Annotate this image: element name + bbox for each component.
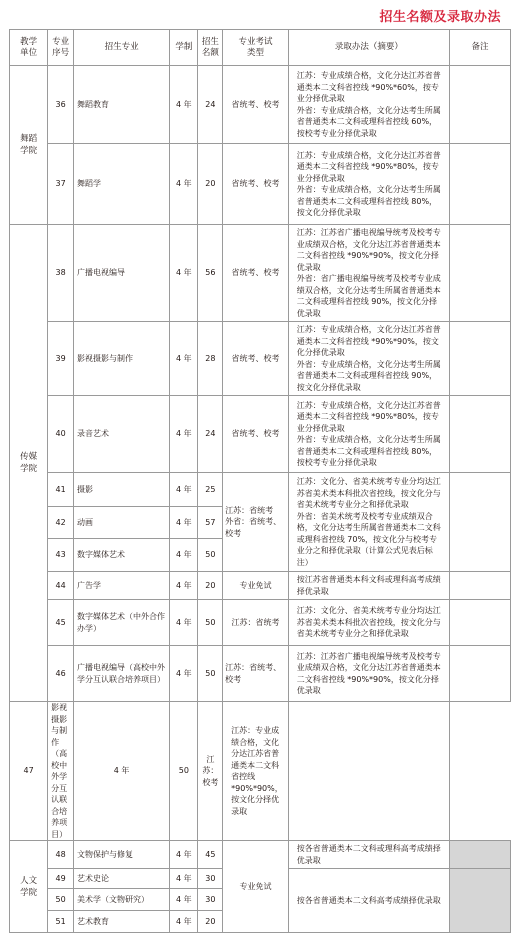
major-cell: 动画 <box>74 507 170 539</box>
major-cell: 影视摄影与制作 <box>74 322 170 396</box>
col-header-note: 备注 <box>449 30 510 66</box>
quota-cell: 50 <box>198 600 223 646</box>
years-cell: 4 年 <box>170 889 198 911</box>
note-cell <box>449 66 510 144</box>
method-cell: 江苏：专业成绩合格，文化分达江苏省普通类本二文科省控线 *90%*60%，按专业分择优录取 外省：专业成绩合格，文化分达考生所属省普通类本二文科或理科省控线 60%，按校考专业分择优录取 <box>288 66 449 144</box>
years-cell: 4 年 <box>170 144 198 225</box>
table-row <box>10 225 511 322</box>
col-header-method: 录取办法（摘要） <box>288 30 449 66</box>
years-cell: 4 年 <box>74 702 170 841</box>
quota-cell: 28 <box>198 322 223 396</box>
years-cell: 4 年 <box>170 600 198 646</box>
method-cell-group: 江苏：文化分、省美术统考专业分均达江苏省美术类本科批次省控线，按文化分与省美术统考专业分之和择优录取 外省：省美术统考及校考专业成绩双合格，文化分达考生所属省普通类本二文科或理科省控线 70%，按文化分与校考专业分之和择优录取（计算公式见表后标注） <box>288 473 449 572</box>
col-header-college: 教学 单位 <box>10 30 48 66</box>
years-cell: 4 年 <box>170 507 198 539</box>
major-cell: 摄影 <box>74 473 170 507</box>
quota-cell: 24 <box>198 396 223 473</box>
quota-cell: 30 <box>198 869 223 889</box>
table-row <box>10 396 511 473</box>
note-cell <box>449 841 510 869</box>
table-row <box>10 144 511 225</box>
note-cell <box>449 322 510 396</box>
exam-cell: 江苏：校考 <box>198 702 223 841</box>
seq-cell: 51 <box>48 911 74 933</box>
major-cell: 艺术教育 <box>74 911 170 933</box>
method-cell: 江苏：专业成绩合格，文化分达江苏省普通类本二文科省控线 *90%*90%，按文化分择优录取 外省：专业成绩合格，文化分达考生所属省普通类本二文科或理科省控线 90%，按文化分择优录取 <box>288 322 449 396</box>
col-header-exam: 专业考试 类型 <box>223 30 289 66</box>
seq-cell: 37 <box>48 144 74 225</box>
major-cell: 广播电视编导 <box>74 225 170 322</box>
seq-cell: 36 <box>48 66 74 144</box>
quota-cell: 56 <box>198 225 223 322</box>
table-row <box>10 646 511 702</box>
exam-cell-group: 专业免试 <box>223 841 289 933</box>
seq-cell: 50 <box>48 889 74 911</box>
method-cell: 按各省普通类本二文科或理科高考成绩择优录取 <box>288 841 449 869</box>
col-header-major: 招生专业 <box>74 30 170 66</box>
note-cell <box>449 572 510 600</box>
seq-cell: 46 <box>48 646 74 702</box>
seq-cell: 39 <box>48 322 74 396</box>
quota-cell: 57 <box>198 507 223 539</box>
exam-cell: 省统考、校考 <box>223 322 289 396</box>
years-cell: 4 年 <box>170 841 198 869</box>
exam-cell: 省统考、校考 <box>223 144 289 225</box>
quota-cell: 30 <box>198 889 223 911</box>
method-cell: 江苏：专业成绩合格，文化分达江苏省普通类本二文科省控线 *90%*90%，按文化分择优录取 <box>223 702 289 841</box>
years-cell: 4 年 <box>170 66 198 144</box>
exam-cell: 江苏：省统考、校考 <box>223 646 289 702</box>
years-cell: 4 年 <box>170 539 198 572</box>
table-row <box>10 702 511 841</box>
seq-cell: 44 <box>48 572 74 600</box>
note-cell <box>449 473 510 572</box>
seq-cell: 48 <box>48 841 74 869</box>
years-cell: 4 年 <box>170 572 198 600</box>
seq-cell: 41 <box>48 473 74 507</box>
years-cell: 4 年 <box>170 322 198 396</box>
major-cell: 广播电视编导（高校中外学分互认联合培养项目） <box>74 646 170 702</box>
note-cell <box>449 225 510 322</box>
method-cell-group: 按各省普通类本二文科高考成绩择优录取 <box>288 869 449 933</box>
seq-cell: 49 <box>48 869 74 889</box>
table-row <box>10 841 511 869</box>
years-cell: 4 年 <box>170 911 198 933</box>
exam-cell: 省统考、校考 <box>223 66 289 144</box>
note-cell <box>449 396 510 473</box>
quota-cell: 25 <box>198 473 223 507</box>
major-cell: 舞蹈教育 <box>74 66 170 144</box>
years-cell: 4 年 <box>170 473 198 507</box>
method-cell: 江苏：江苏省广播电视编导统考及校考专业成绩双合格，文化分达江苏省普通类本二文科省控线 *90%*90%，按文化分择优录取 <box>288 646 449 702</box>
major-cell: 广告学 <box>74 572 170 600</box>
header-row <box>10 30 511 66</box>
college-media: 传媒 学院 <box>10 225 48 702</box>
seq-cell: 42 <box>48 507 74 539</box>
quota-cell: 50 <box>170 702 198 841</box>
method-cell: 江苏：江苏省广播电视编导统考及校考专业成绩双合格，文化分达江苏省普通类本二文科省控线 *90%*90%，按文化分择优录取 外省：省广播电视编导统考及校考专业成绩双合格，文化分达考生所属省普通类本二文科或理科省控线 90%，按文化分择优录取 <box>288 225 449 322</box>
major-cell: 文物保护与修复 <box>74 841 170 869</box>
col-header-quota: 招生 名额 <box>198 30 223 66</box>
major-cell: 数字媒体艺术（中外合作办学） <box>74 600 170 646</box>
quota-cell: 20 <box>198 911 223 933</box>
col-header-seq: 专业 序号 <box>48 30 74 66</box>
exam-cell: 省统考、校考 <box>223 225 289 322</box>
major-cell: 数字媒体艺术 <box>74 539 170 572</box>
years-cell: 4 年 <box>170 646 198 702</box>
note-cell <box>449 144 510 225</box>
note-cell <box>288 702 449 841</box>
method-cell: 江苏：专业成绩合格，文化分达江苏省普通类本二文科省控线 *90%*80%，按专业分择优录取 外省：专业成绩合格，文化分达考生所属省普通类本二文科或理科省控线 80%，按校考专业分择优录取 <box>288 396 449 473</box>
table-row <box>10 600 511 646</box>
exam-cell: 江苏：省统考 <box>223 600 289 646</box>
quota-cell: 20 <box>198 572 223 600</box>
note-cell <box>449 600 510 646</box>
quota-cell: 50 <box>198 539 223 572</box>
years-cell: 4 年 <box>170 869 198 889</box>
table-row <box>10 473 511 507</box>
exam-cell: 省统考、校考 <box>223 396 289 473</box>
method-cell: 江苏：专业成绩合格，文化分达江苏省普通类本二文科省控线 *90%*80%，按专业分择优录取 外省：专业成绩合格，文化分达考生所属省普通类本二文科或理科省控线 80%，按文化分择优录取 <box>288 144 449 225</box>
table-row <box>10 572 511 600</box>
major-cell: 舞蹈学 <box>74 144 170 225</box>
note-cell <box>449 869 510 933</box>
major-cell: 艺术史论 <box>74 869 170 889</box>
seq-cell: 47 <box>10 702 48 841</box>
quota-cell: 20 <box>198 144 223 225</box>
method-cell: 江苏：文化分、省美术统考专业分均达江苏省美术类本科批次省控线，按文化分与省美术统考专业分之和择优录取 <box>288 600 449 646</box>
seq-cell: 43 <box>48 539 74 572</box>
table-row <box>10 66 511 144</box>
quota-cell: 24 <box>198 66 223 144</box>
seq-cell: 38 <box>48 225 74 322</box>
seq-cell: 40 <box>48 396 74 473</box>
exam-cell: 专业免试 <box>223 572 289 600</box>
quota-cell: 45 <box>198 841 223 869</box>
college-humanities: 人文 学院 <box>10 841 48 933</box>
page-title: 招生名额及录取办法 <box>379 10 501 25</box>
major-cell: 录音艺术 <box>74 396 170 473</box>
seq-cell: 45 <box>48 600 74 646</box>
col-header-years: 学制 <box>170 30 198 66</box>
note-cell <box>449 646 510 702</box>
major-cell: 影视摄影与制作（高校中外学分互认联合培养项目） <box>48 702 74 841</box>
years-cell: 4 年 <box>170 396 198 473</box>
years-cell: 4 年 <box>170 225 198 322</box>
method-cell: 按江苏省普通类本科文科或理科高考成绩择优录取 <box>288 572 449 600</box>
college-dance: 舞蹈 学院 <box>10 66 48 225</box>
quota-cell: 50 <box>198 646 223 702</box>
admissions-table <box>9 29 511 933</box>
exam-cell-group: 江苏：省统考 外省：省统考、校考 <box>223 473 289 572</box>
major-cell: 美术学（文物研究） <box>74 889 170 911</box>
table-row <box>10 322 511 396</box>
